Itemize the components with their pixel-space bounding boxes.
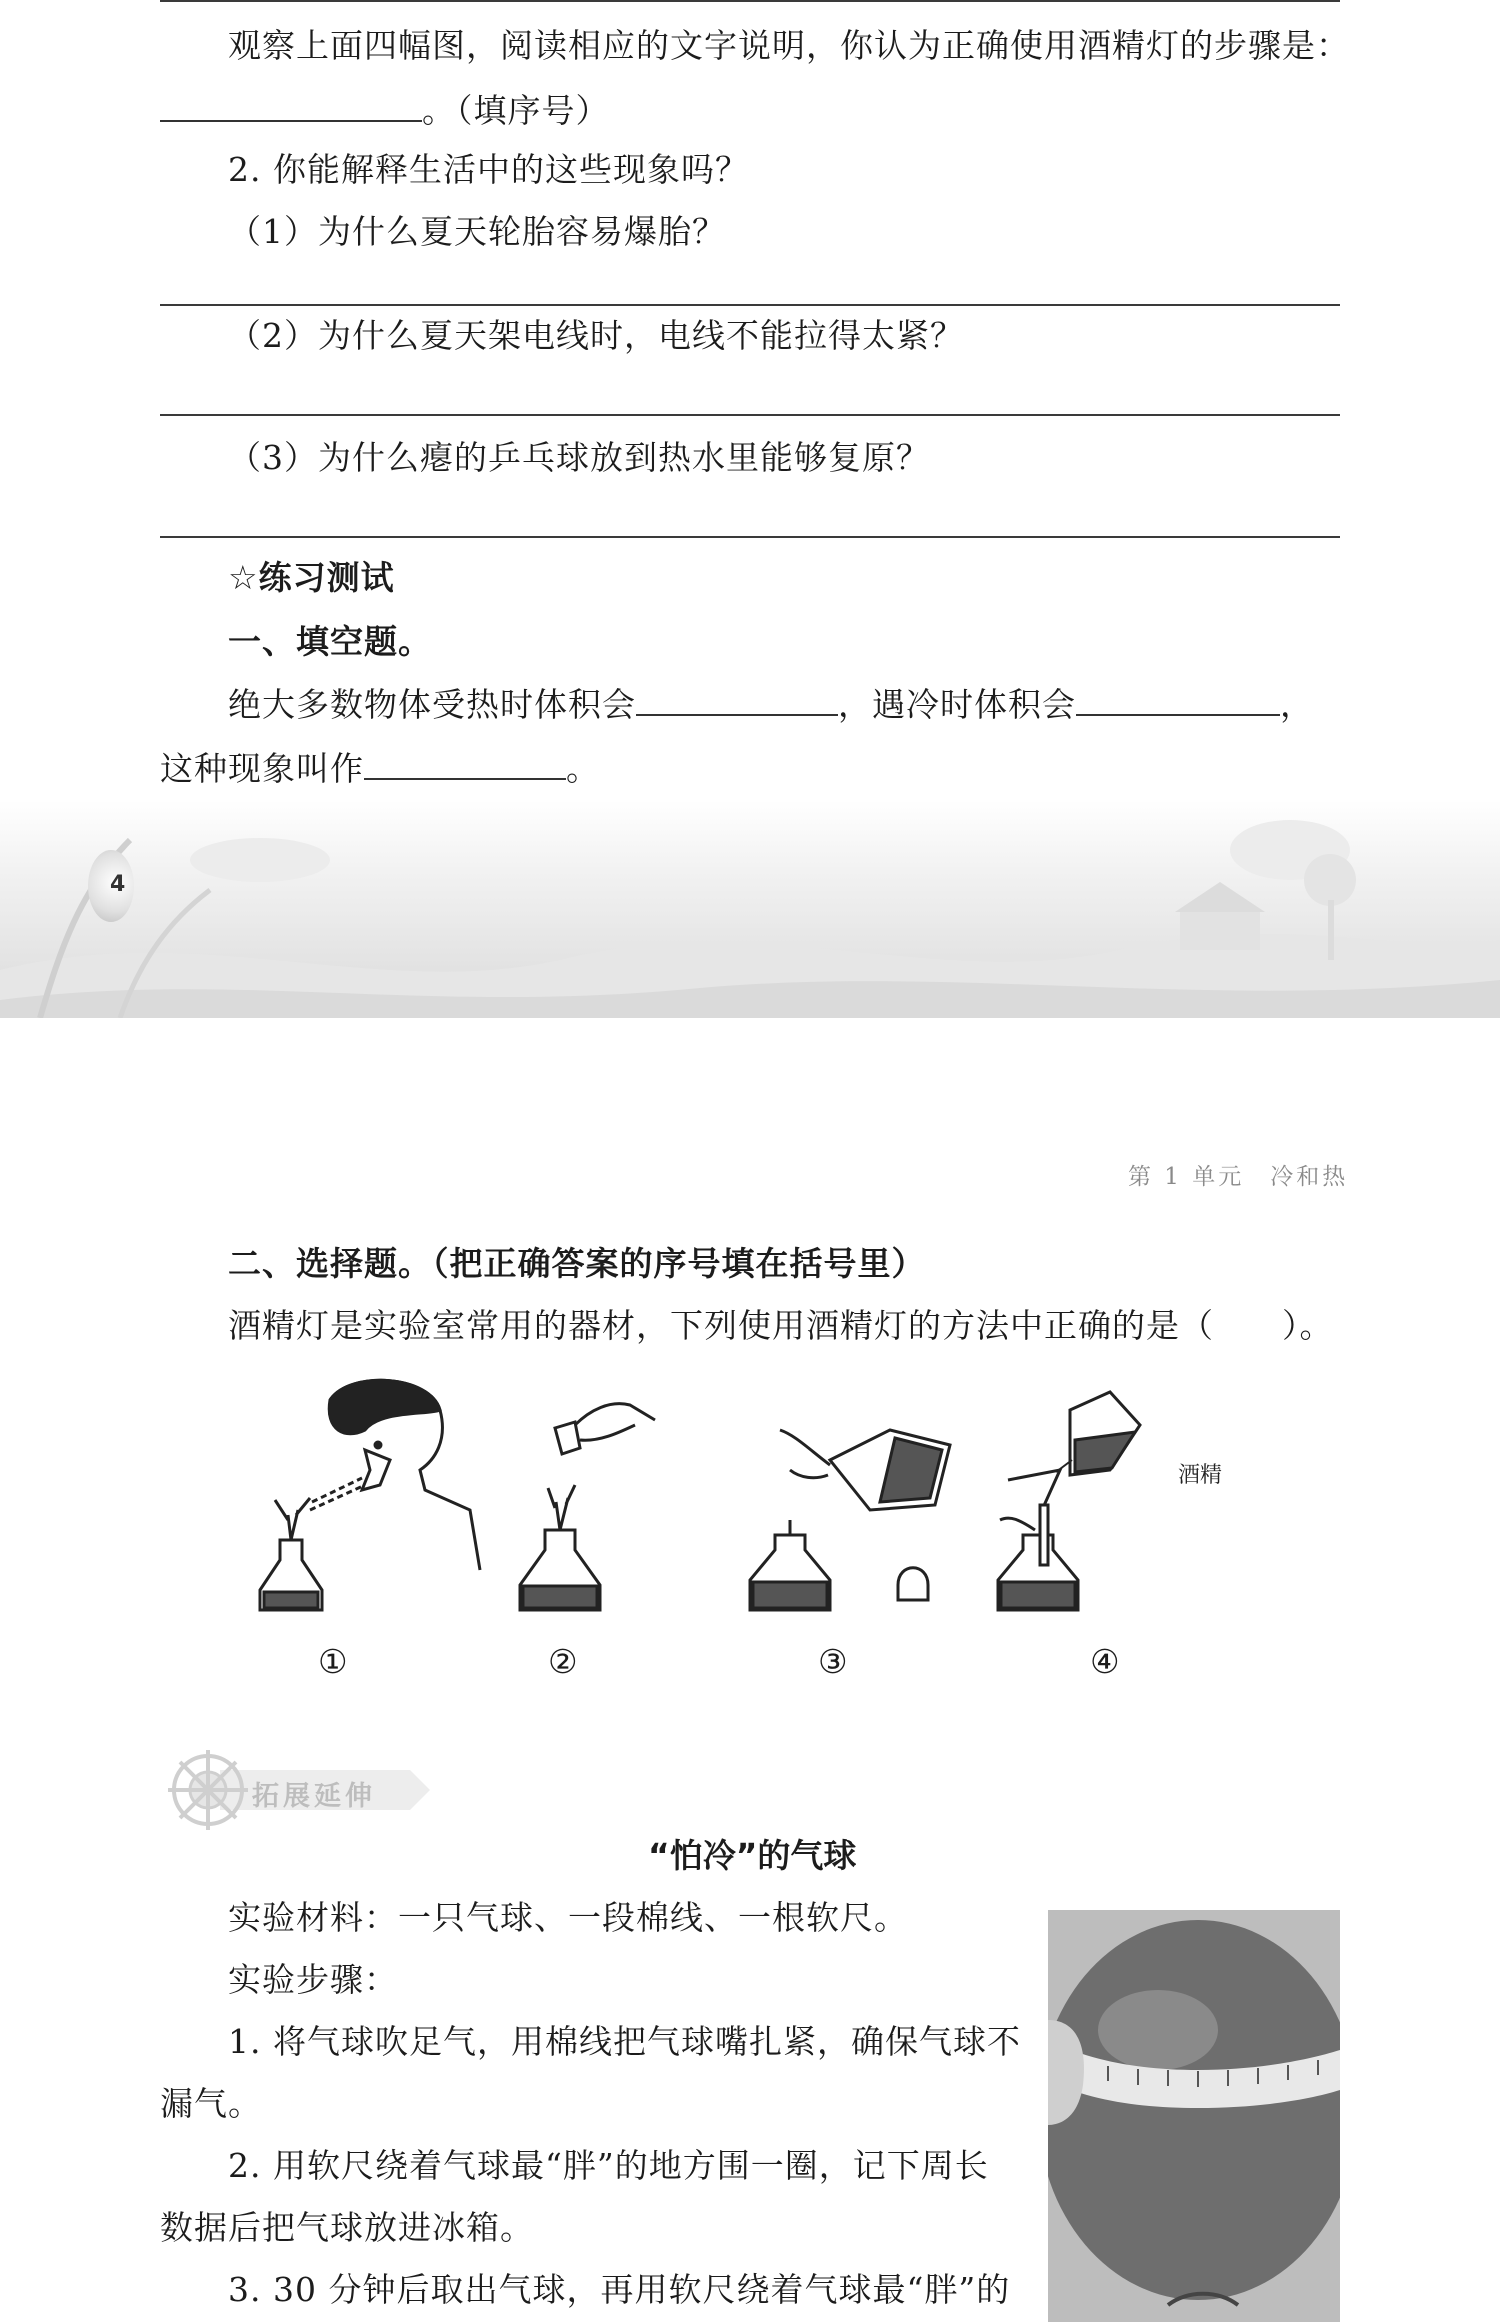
observe-text: 观察上面四幅图，阅读相应的文字说明，你认为正确使用酒精灯的步骤是： [228,26,1350,65]
q2-title: 2. 你能解释生活中的这些现象吗？ [228,150,749,189]
fill-text-b: ，遇冷时体积会 [838,685,1076,724]
answer-line-3[interactable] [160,536,1340,538]
answer-blank[interactable] [160,86,422,122]
option-label-3[interactable]: ③ [818,1642,849,1681]
balloon-photo [1048,1910,1340,2322]
balloon-measuring-image [1048,1910,1340,2322]
fill-blank-2[interactable] [1076,680,1280,716]
alcohol-lamp-figures [230,1370,1290,1620]
steps-title: 实验步骤： [228,1960,398,1999]
lamp-figure-1 [260,1380,480,1610]
option-label-2[interactable]: ② [548,1642,579,1681]
fill-question-line1 [228,680,1314,727]
step-3-line-a: 3. 30 分钟后取出气球，再用软尺绕着气球最“胖”的 [228,2270,1011,2309]
answer-line-1[interactable] [160,304,1340,306]
choice-title: 二、选择题。（把正确答案的序号填在括号里） [228,1244,926,1283]
option-label-1[interactable]: ① [318,1642,349,1681]
step-2-line-b: 数据后把气球放进冰箱。 [160,2208,534,2247]
running-header: 第 1 单元 冷和热 [1128,1164,1349,1190]
q2-item-3: （3）为什么瘪的乒乓球放到热水里能够复原？ [228,438,930,477]
lamp-figure-4 [998,1392,1140,1610]
fill-question-line2 [160,744,600,791]
top-rule [160,0,1340,2]
fill-text-e: 。 [566,749,600,788]
option-label-4[interactable]: ④ [1090,1642,1121,1681]
choice-question: 酒精灯是实验室常用的器材，下列使用酒精灯的方法中正确的是（ ）。 [228,1306,1334,1345]
materials: 实验材料：一只气球、一段棉线、一根软尺。 [228,1898,908,1937]
landscape-illustration [0,800,1500,1018]
lamp-figure-3 [750,1430,950,1610]
practice-title: ☆练习测试 [228,558,395,597]
lamp-figure-2 [520,1404,655,1610]
q2-item-2: （2）为什么夏天架电线时，电线不能拉得太紧？ [228,316,964,355]
observe-tail: 。（填序号） [422,91,610,130]
decorative-footer [0,800,1500,1018]
q2-item-1: （1）为什么夏天轮胎容易爆胎？ [228,212,726,251]
fill-text-d: 这种现象叫作 [160,749,364,788]
page-gap [0,1018,1500,1118]
fill-blank-3[interactable] [364,744,566,780]
fill-text-a: 绝大多数物体受热时体积会 [228,685,636,724]
step-1-line-a: 1. 将气球吹足气，用棉线把气球嘴扎紧，确保气球不 [228,2022,1021,2061]
step-1-line-b: 漏气。 [160,2084,262,2123]
fill-blank-1[interactable] [636,680,838,716]
page-number: 4 [110,872,126,897]
fill-title: 一、填空题。 [228,622,432,661]
experiment-title: “怕冷”的气球 [648,1836,857,1875]
fill-text-c: ， [1280,685,1314,724]
observe-answer-line [160,86,610,133]
expand-banner [160,1748,430,1832]
alcohol-label: 酒精 [1178,1463,1223,1488]
answer-line-2[interactable] [160,414,1340,416]
expand-banner-label: 拓展延伸 [252,1781,376,1812]
step-2-line-a: 2. 用软尺绕着气球最“胖”的地方围一圈，记下周长 [228,2146,989,2185]
